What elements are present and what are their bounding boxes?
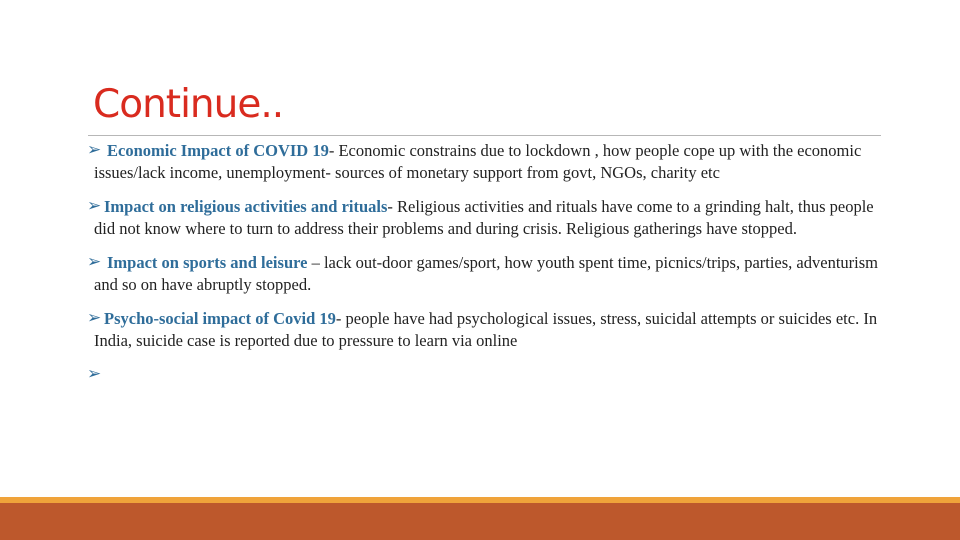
bullet-item-empty bbox=[88, 364, 883, 386]
arrow-bullet-icon: ➢ bbox=[87, 252, 102, 272]
bullet-text bbox=[94, 252, 883, 295]
bullet-lead: Impact on religious activities and rituals bbox=[104, 197, 388, 216]
arrow-bullet-icon: ➢ bbox=[87, 196, 102, 216]
bullet-text bbox=[94, 140, 883, 183]
bullet-lead: Impact on sports and leisure bbox=[107, 253, 308, 272]
bullet-text bbox=[94, 364, 883, 386]
bullet-item-economic bbox=[88, 140, 883, 183]
bullet-lead: Economic Impact of COVID 19 bbox=[107, 141, 329, 160]
bullet-item-religious bbox=[88, 196, 883, 239]
bullet-lead: Psycho-social impact of Covid 19 bbox=[104, 309, 336, 328]
slide-title: Continue.. bbox=[93, 82, 284, 127]
arrow-bullet-icon: ➢ bbox=[87, 140, 102, 160]
bullet-text bbox=[94, 196, 883, 239]
bullet-text bbox=[94, 308, 883, 351]
bullet-body: - people have had psychological issues, stress, suicidal attempts or suicides etc. In India, suicide case is reported due to pressure to learn via online bbox=[94, 309, 878, 350]
bullet-item-sports bbox=[88, 252, 883, 295]
title-divider bbox=[88, 135, 881, 136]
bullet-body: - Religious activities and rituals have come to a grinding halt, thus people did not know where to turn to address their problems and during crisis. Religious gatherings have stopped. bbox=[94, 197, 874, 238]
bullet-body: - Economic constrains due to lockdown , how people cope up with the economic issues/lack income, unemployment- sources of monetary support from govt, NGOs, charity etc bbox=[94, 141, 862, 182]
bullet-body: – lack out-door games/sport, how youth spent time, picnics/trips, parties, adventurism and so on have abruptly stopped. bbox=[94, 253, 878, 294]
bullet-item-psychosocial bbox=[88, 308, 883, 351]
footer-band bbox=[0, 503, 960, 540]
arrow-bullet-icon: ➢ bbox=[87, 364, 102, 384]
bullet-list bbox=[88, 140, 883, 399]
arrow-bullet-icon: ➢ bbox=[87, 308, 102, 328]
